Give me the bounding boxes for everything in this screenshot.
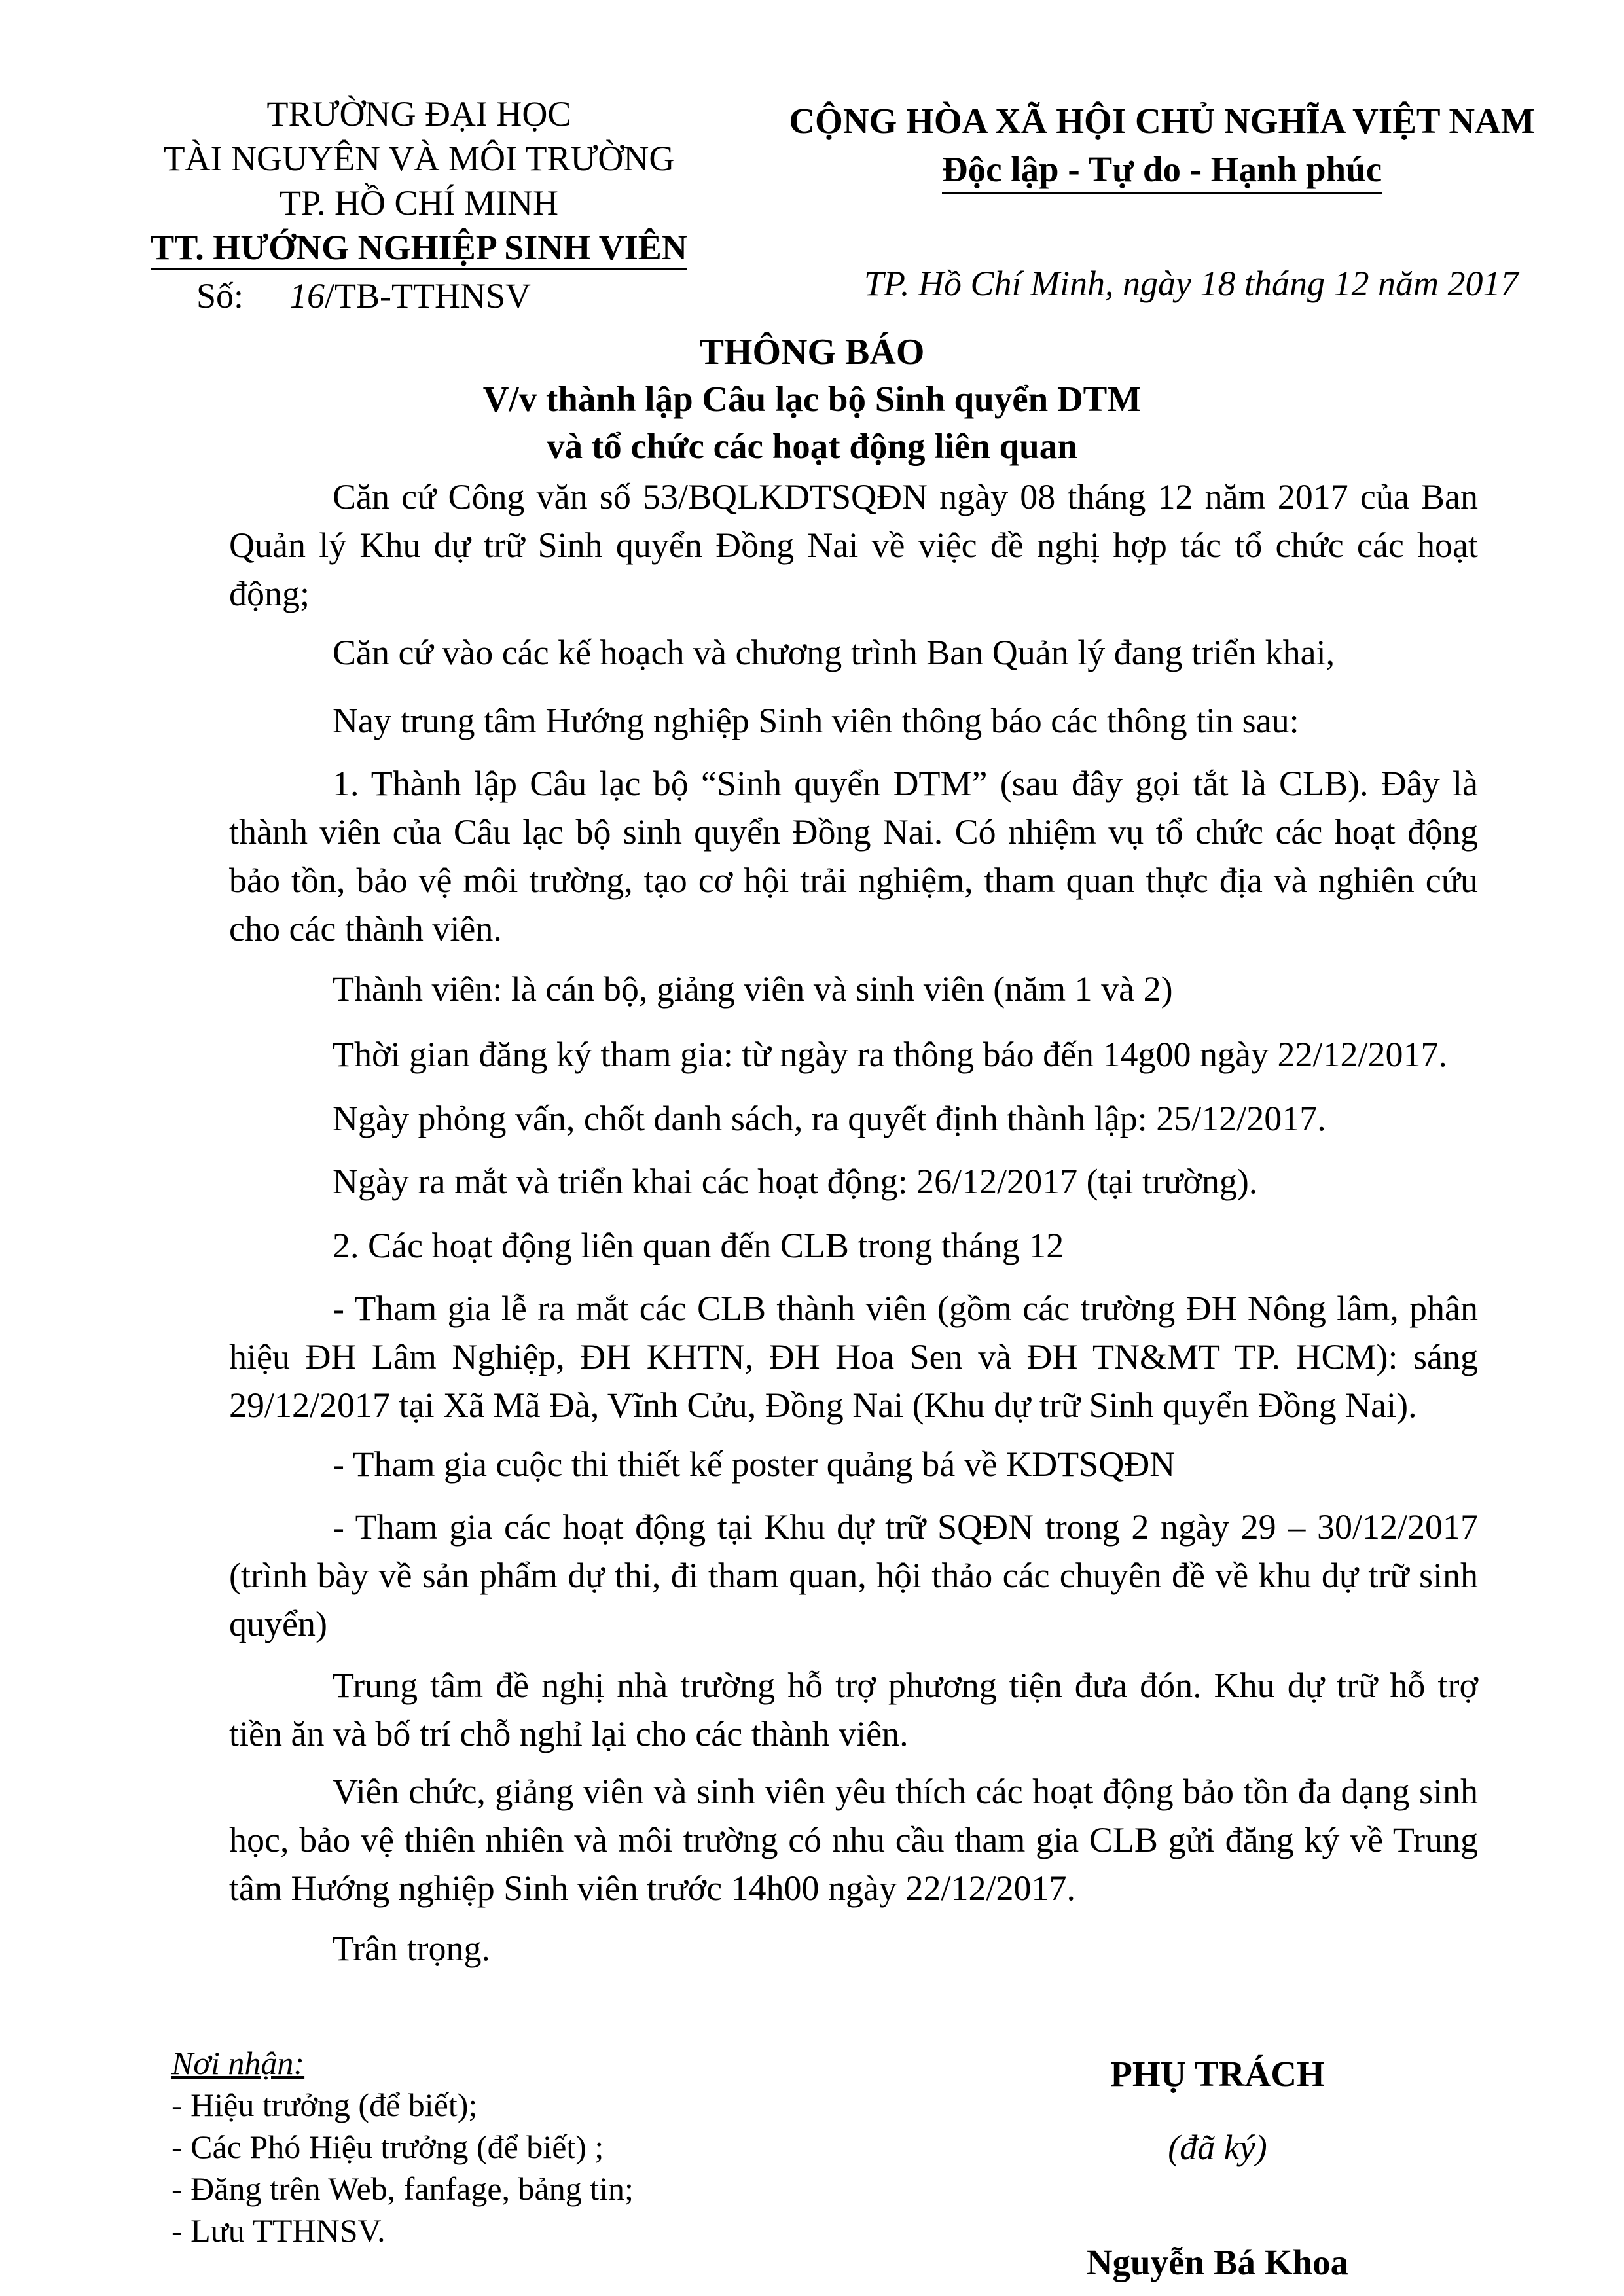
org-line-2: TÀI NGUYÊN VÀ MÔI TRƯỜNG xyxy=(163,139,675,178)
paragraph-poster-contest: - Tham gia cuộc thi thiết kế poster quảng bá về KDTSQĐN xyxy=(333,1444,1176,1484)
recipient-item: - Các Phó Hiệu trưởng (để biết) ; xyxy=(171,2128,604,2165)
title-line-2: V/v thành lập Câu lạc bộ Sinh quyển DTM xyxy=(482,379,1142,419)
title-line-3: và tổ chức các hoạt động liên quan xyxy=(547,426,1077,466)
doc-no-suffix: /TB-TTHNSV xyxy=(325,276,532,315)
paragraph-closing: Trân trọng. xyxy=(333,1929,491,1968)
paragraph-members: Thành viên: là cán bộ, giảng viên và sinh viên (năm 1 và 2) xyxy=(333,969,1173,1009)
signer-name: Nguyễn Bá Khoa xyxy=(1086,2242,1349,2282)
org-line-3: TP. HỒ CHÍ MINH xyxy=(279,183,558,223)
nation-title: CỘNG HÒA XÃ HỘI CHỦ NGHĨA VIỆT NAM xyxy=(789,101,1535,141)
recipient-item: - Đăng trên Web, fanfage, bảng tin; xyxy=(171,2170,634,2207)
document-title xyxy=(0,329,1624,470)
recipients-heading: Nơi nhận: xyxy=(171,2045,305,2081)
national-motto: Độc lập - Tự do - Hạnh phúc xyxy=(942,147,1382,194)
paragraph-launch-date: Ngày ra mắt và triển khai các hoạt động: 26/12/2017 (tại trường). xyxy=(333,1162,1258,1201)
paragraph-legal-basis-2: Căn cứ vào các kế hoạch và chương trình Ban Quản lý đang triển khai, xyxy=(333,633,1335,672)
document-number xyxy=(196,274,531,318)
paragraph-reserve-activities: - Tham gia các hoạt động tại Khu dự trữ SQĐN trong 2 ngày 29 – 30/12/2017 (trình bày về sản phẩm dự thi, đi tham quan, hội thảo các chuyên đề về khu dự trữ sinh quyển) xyxy=(229,1507,1478,1643)
doc-no-value: 16 xyxy=(289,276,325,315)
national-header xyxy=(753,97,1571,194)
signer-title: PHỤ TRÁCH xyxy=(1110,2054,1325,2094)
doc-no-label: Số: xyxy=(196,276,244,315)
signature-status: (đã ký) xyxy=(1168,2128,1267,2167)
org-line-1: TRƯỜNG ĐẠI HỌC xyxy=(266,94,571,134)
recipient-item: - Lưu TTHNSV. xyxy=(171,2212,386,2249)
paragraph-club-establishment: 1. Thành lập Câu lạc bộ “Sinh quyển DTM” (sau đây gọi tắt là CLB). Đây là thành viên của Câu lạc bộ sinh quyển Đồng Nai. Có nhiệm vụ tổ chức các hoạt động bảo tồn, bảo vệ môi trường, tạo cơ hội trải nghiệm, tham quan thực địa và nghiên cứu cho các thành viên. xyxy=(229,764,1478,948)
recipient-item: - Hiệu trưởng (để biết); xyxy=(171,2087,478,2123)
org-unit: TT. HƯỚNG NGHIỆP SINH VIÊN xyxy=(151,226,687,270)
paragraph-legal-basis-1: Căn cứ Công văn số 53/BQLKDTSQĐN ngày 08 tháng 12 năm 2017 của Ban Quản lý Khu dự trữ Sinh quyển Đồng Nai về việc đề nghị hợp tác tổ chức các hoạt động; xyxy=(229,477,1478,613)
recipients-list xyxy=(171,2042,634,2251)
paragraph-interview-date: Ngày phỏng vấn, chốt danh sách, ra quyết định thành lập: 25/12/2017. xyxy=(333,1099,1326,1138)
paragraph-registration-call: Viên chức, giảng viên và sinh viên yêu thích các hoạt động bảo tồn đa dạng sinh học, bảo vệ thiên nhiên và môi trường có nhu cầu tham gia CLB gửi đăng ký về Trung tâm Hướng nghiệp Sinh viên trước 14h00 ngày 22/12/2017. xyxy=(229,1772,1478,1908)
issuing-organization xyxy=(144,92,694,270)
paragraph-activities-heading: 2. Các hoạt động liên quan đến CLB trong tháng 12 xyxy=(333,1226,1064,1265)
dateline: TP. Hồ Chí Minh, ngày 18 tháng 12 năm 2017 xyxy=(864,264,1519,303)
paragraph-support: Trung tâm đề nghị nhà trường hỗ trợ phương tiện đưa đón. Khu dự trữ hỗ trợ tiền ăn và bố trí chỗ nghỉ lại cho các thành viên. xyxy=(229,1666,1478,1753)
title-line-1: THÔNG BÁO xyxy=(699,332,925,372)
paragraph-announcement-intro: Nay trung tâm Hướng nghiệp Sinh viên thông báo các thông tin sau: xyxy=(333,701,1299,740)
paragraph-launch-ceremony: - Tham gia lễ ra mắt các CLB thành viên (gồm các trường ĐH Nông lâm, phân hiệu ĐH Lâm Nghiệp, ĐH KHTN, ĐH Hoa Sen và ĐH TN&MT TP. HCM): sáng 29/12/2017 tại Xã Mã Đà, Vĩnh Cửu, Đồng Nai (Khu dự trữ Sinh quyển Đồng Nai). xyxy=(229,1289,1478,1425)
paragraph-registration-time: Thời gian đăng ký tham gia: từ ngày ra thông báo đến 14g00 ngày 22/12/2017. xyxy=(333,1035,1448,1074)
